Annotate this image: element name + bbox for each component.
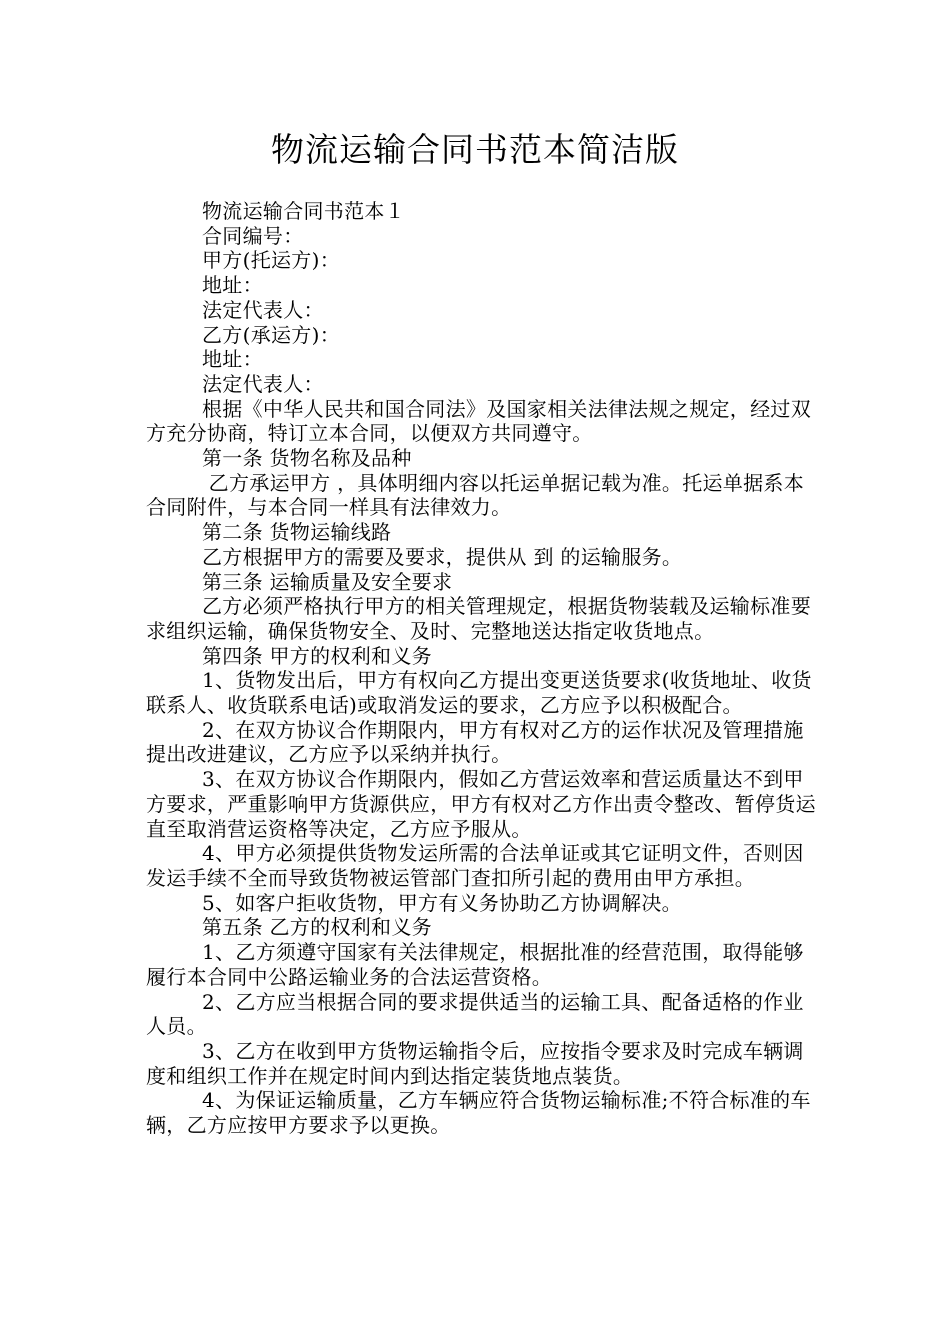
paragraph: 乙方承运甲方 ，具体明细内容以托运单据记载为准。托运单据系本合同附件，与本合同一样具有法律效力。	[146, 470, 805, 520]
list-item: 4、为保证运输质量，乙方车辆应符合货物运输标准;不符合标准的车辆，乙方应按甲方要求予以更换。	[146, 1088, 811, 1138]
list-item: 3、乙方在收到甲方货物运输指令后，应按指令要求及时完成车辆调度和组织工作并在规定时间内到达指定装货地点装货。	[146, 1038, 804, 1088]
article-heading: 第三条 运输质量及安全要求	[202, 569, 453, 594]
article-heading: 第五条 乙方的权利和义务	[202, 915, 432, 940]
paragraph: 乙方根据甲方的需要及要求，提供从 到 的运输服务。	[202, 544, 683, 569]
party-a-representative-field: 法定代表人：	[202, 297, 324, 322]
contract-number-field: 合同编号：	[202, 223, 304, 248]
section-heading: 物流运输合同书范本１	[202, 199, 405, 223]
list-item: 1、货物发出后，甲方有权向乙方提出变更送货要求(收货地址、收货联系人、收货联系电话)或取消发运的要求，乙方应予以积极配合。	[146, 668, 812, 718]
preamble-paragraph: 根据《中华人民共和国合同法》及国家相关法律法规之规定，经过双方充分协商，特订立本合同，以便双方共同遵守。	[146, 396, 811, 446]
party-b-address-field: 地址：	[202, 347, 263, 372]
article-heading: 第一条 货物名称及品种	[202, 446, 412, 471]
party-b-representative-field: 法定代表人：	[202, 371, 324, 396]
list-item: 2、在双方协议合作期限内，甲方有权对乙方的运作状况及管理措施提出改进建议，乙方应予以采纳并执行。	[146, 717, 804, 767]
party-a-field: 甲方(托运方)：	[202, 248, 341, 273]
list-item: 2、乙方应当根据合同的要求提供适当的运输工具、配备适格的作业人员。	[146, 989, 804, 1039]
article-heading: 第二条 货物运输线路	[202, 520, 392, 545]
article-heading: 第四条 甲方的权利和义务	[202, 643, 432, 668]
paragraph: 乙方必须严格执行甲方的相关管理规定，根据货物装载及运输标准要求组织运输，确保货物安全、及时、完整地送达指定收货地点。	[146, 594, 811, 643]
list-item: 3、在双方协议合作期限内，假如乙方营运效率和营运质量达不到甲方要求，严重影响甲方货源供应，甲方有权对乙方作出责令整改、暂停货运直至取消营运资格等决定，乙方应予服从。	[146, 767, 816, 841]
party-a-address-field: 地址：	[202, 273, 263, 298]
list-item: 4、甲方必须提供货物发运所需的合法单证或其它证明文件，否则因发运手续不全而导致货物被运管部门查扣所引起的费用由甲方承担。	[146, 841, 804, 890]
list-item: 5、如客户拒收货物，甲方有义务协助乙方协调解决。	[202, 890, 682, 915]
list-item: 1、乙方须遵守国家有关法律规定，根据批准的经营范围，取得能够履行本合同中公路运输业务的合法运营资格。	[146, 940, 804, 989]
party-b-field: 乙方(承运方)：	[202, 322, 341, 347]
document-title: 物流运输合同书范本简洁版	[271, 130, 679, 169]
document-body	[146, 199, 818, 1138]
